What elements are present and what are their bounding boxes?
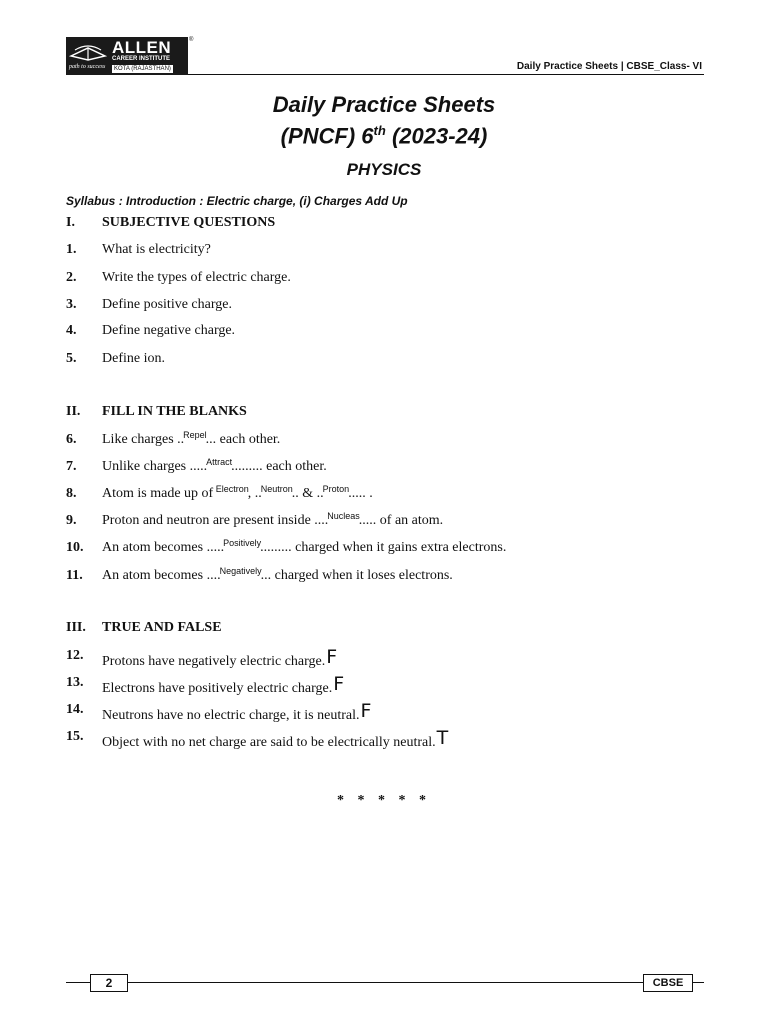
fill-question: Like charges ..$^{Repel}$... each other. [102, 430, 281, 447]
fill-question: Unlike charges .....$^{Attract}$......... each other. [102, 457, 327, 474]
question-number: 2. [66, 270, 77, 285]
fill-question: Atom is made up of $^{Electron}$, ..$^{Neutron}$.. & ..$^{Proton}$..... . [102, 484, 373, 501]
question-number: 10. [66, 540, 84, 555]
page-subtitle [0, 123, 768, 149]
handwritten-answer: Negatively [219, 566, 262, 576]
logo-place: KOTA (RAJASTHAN) [114, 66, 171, 72]
section-title-fill: FILL IN THE BLANKS [102, 404, 247, 419]
board-label: CBSE [643, 974, 693, 992]
handwritten-mark: F [326, 646, 338, 668]
handwritten-mark: F [333, 673, 345, 695]
question-number: 6. [66, 432, 77, 447]
subtitle-sup: th [373, 123, 386, 138]
header-sheet-label: Daily Practice Sheets | CBSE_Class- VI [516, 61, 702, 72]
section-number: III. [66, 620, 86, 635]
question-number: 3. [66, 297, 77, 312]
handwritten-mark: F [360, 700, 372, 722]
question-number: 12. [66, 648, 84, 663]
handwritten-answer: Electron [215, 484, 249, 494]
question-number: 7. [66, 459, 77, 474]
true-false-question: Neutrons have no electric charge, it is neutral.F [102, 700, 372, 723]
question-number: 5. [66, 351, 77, 366]
subtitle-main: (PNCF) 6 [280, 123, 374, 149]
header-rule [188, 74, 704, 75]
handwritten-answer: Proton [322, 484, 350, 494]
true-false-question: Protons have negatively electric charge.F [102, 646, 338, 669]
question-text: Define ion. [102, 351, 165, 366]
subject-heading: PHYSICS [346, 160, 422, 179]
section-number: II. [66, 404, 81, 419]
handwritten-answer: Positively [223, 538, 262, 548]
handwritten-mark: T [436, 727, 449, 749]
question-number: 15. [66, 729, 84, 744]
true-false-question: Electrons have positively electric charge.F [102, 673, 345, 696]
question-number: 8. [66, 486, 77, 501]
logo-tagline: path to success [69, 64, 106, 70]
allen-logo [66, 37, 188, 75]
question-number: 11. [66, 568, 83, 583]
end-stars: * * * * * [337, 793, 431, 808]
syllabus-line: Syllabus : Introduction : Electric charge, (i) Charges Add Up [66, 194, 408, 208]
question-number: 13. [66, 675, 84, 690]
footer-rule [66, 982, 704, 983]
handwritten-answer: Repel [183, 430, 207, 440]
page-number: 2 [90, 974, 128, 992]
true-false-question: Object with no net charge are said to be electrically neutral.T [102, 727, 449, 750]
question-number: 4. [66, 323, 77, 338]
question-number: 9. [66, 513, 77, 528]
section-title-subjective: SUBJECTIVE QUESTIONS [102, 215, 276, 230]
page-title: Daily Practice Sheets [272, 92, 496, 117]
question-text: Define positive charge. [102, 297, 232, 312]
subtitle-year: (2023-24) [385, 123, 488, 149]
section-title-true-false: TRUE AND FALSE [102, 620, 222, 635]
logo-name: ALLEN [112, 38, 172, 57]
handwritten-answer: Attract [206, 457, 233, 467]
question-text: Write the types of electric charge. [102, 270, 291, 285]
question-number: 1. [66, 242, 77, 257]
book-emblem-icon [69, 40, 107, 62]
question-number: 14. [66, 702, 84, 717]
handwritten-answer: Neutron [260, 484, 293, 494]
fill-question: An atom becomes .....$^{Positively}$......... charged when it gains extra electrons. [102, 538, 507, 555]
section-number: I. [66, 215, 75, 230]
handwritten-answer: Nucleas [327, 511, 360, 521]
registered-mark: ® [189, 37, 194, 43]
fill-question: Proton and neutron are present inside ....$^{Nucleas}$..... of an atom. [102, 511, 444, 528]
logo-subtitle: CAREER INSTITUTE [112, 56, 171, 62]
question-text: Define negative charge. [102, 323, 236, 338]
fill-question: An atom becomes ....$^{Negatively}$... charged when it loses electrons. [102, 566, 453, 583]
question-text: What is electricity? [102, 242, 211, 257]
